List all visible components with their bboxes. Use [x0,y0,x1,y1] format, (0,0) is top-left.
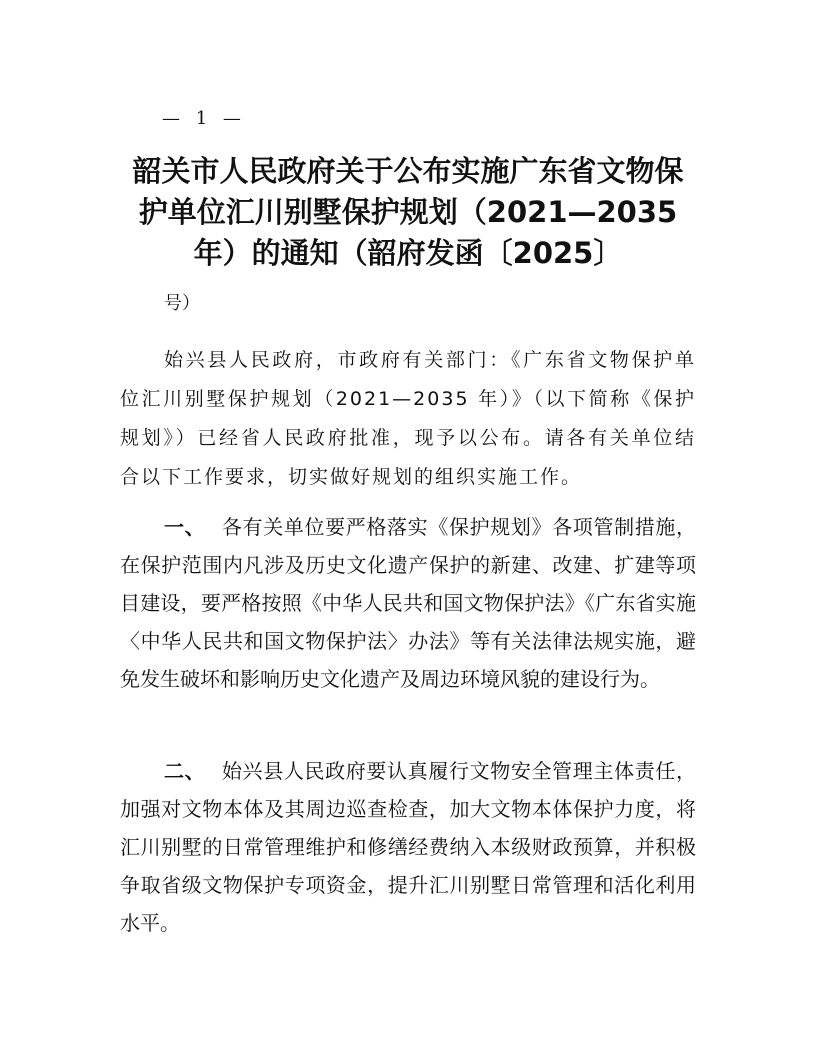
document-number-suffix: 号） [164,293,200,314]
requirement-section-two-text: 始兴县人民政府要认真履行文物安全管理主体责任，加强对文物本体及其周边巡查检查，加大文物本体保护力度，将汇川别墅的日常管理维护和修缮经费纳入本级财政预算，并积极争取省级文物保护专项资金，提升汇川别墅日常管理和活化利用水平。 [120,759,697,935]
requirement-section-two [120,752,696,942]
requirement-section-one-label: 一、 [164,515,206,539]
page-number: — 1 — [162,108,246,129]
document-title: 韶关市人民政府关于公布实施广东省文物保护单位汇川别墅保护规划（2021—2035 年）的通知（韶府发函〔2025〕 [132,154,684,270]
requirement-section-one [120,508,696,698]
requirement-section-one-text: 各有关单位要严格落实《保护规划》各项管制措施，在保护范围内凡涉及历史文化遗产保护的新建、改建、扩建等项目建设，要严格按照《中华人民共和国文物保护法》《广东省实施〈中华人民共和国文物保护法〉办法》等有关法律法规实施，避免发生破坏和影响历史文化遗产及周边环境风貌的建设行为。 [120,515,697,691]
requirement-section-two-label: 二、 [164,759,206,783]
intro-paragraph: 始兴县人民政府，市政府有关部门：《广东省文物保护单位汇川别墅保护规划（2021—2035 年）》（以下简称《保护规划》）已经省人民政府批准，现予以公布。请各有关单位结合以下工作要求，切实做好规划的组织实施工作。 [120,349,696,488]
